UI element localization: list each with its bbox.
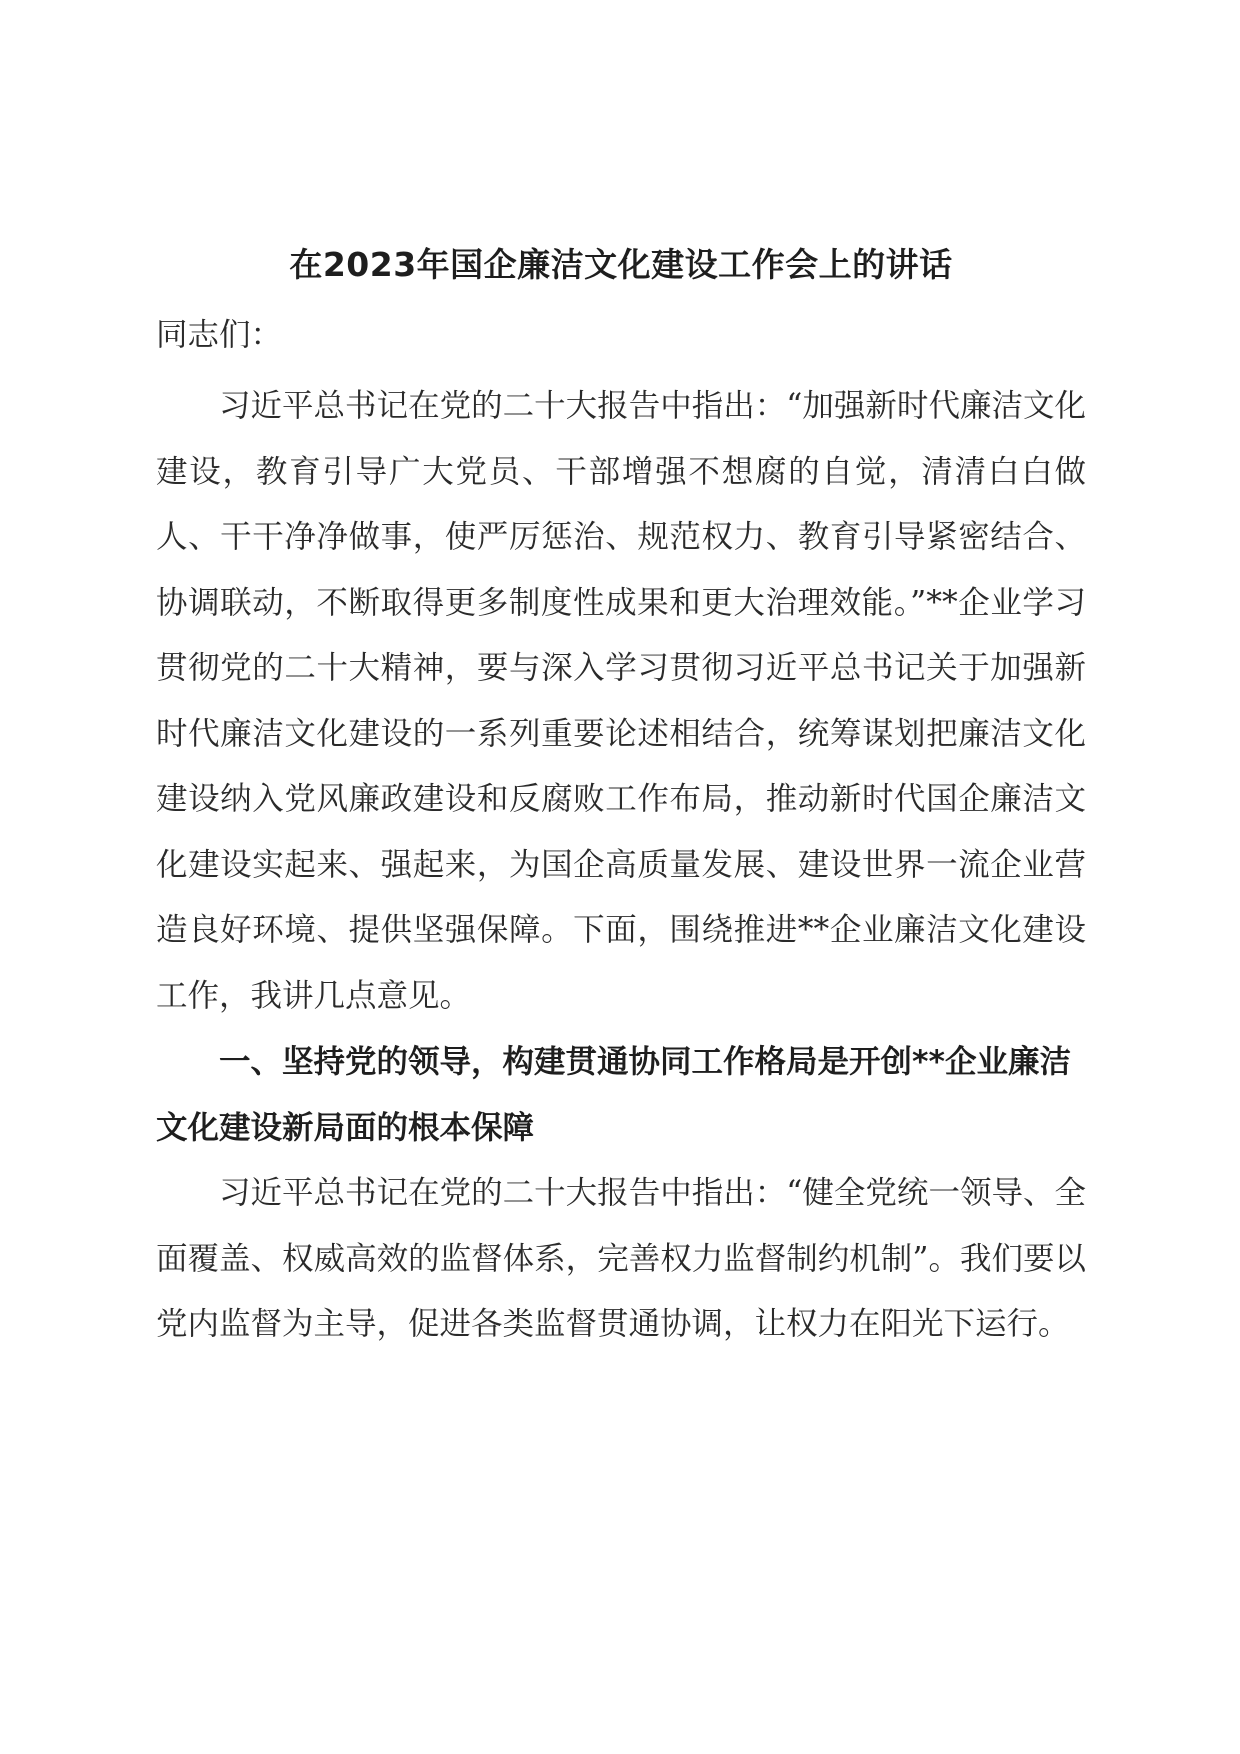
document-title: 在2023年国企廉洁文化建设工作会上的讲话: [289, 245, 953, 284]
section-1-paragraph: 习近平总书记在党的二十大报告中指出：“健全党统一领导、全面覆盖、权威高效的监督体系，完善权力监督制约机制”。我们要以党内监督为主导，促进各类监督贯通协调，让权力在阳光下运行。: [156, 1175, 1086, 1342]
intro-paragraph: 习近平总书记在党的二十大报告中指出：“加强新时代廉洁文化建设，教育引导广大党员、干部增强不想腐的自觉，清清白白做人、干干净净做事，使严厉惩治、规范权力、教育引导紧密结合、协调联动，不断取得更多制度性成果和更大治理效能。”**企业学习贯彻党的二十大精神，要与深入学习贯彻习近平总书记关于加强新时代廉洁文化建设的一系列重要论述相结合，统筹谋划把廉洁文化建设纳入党风廉政建设和反腐败工作布局，推动新时代国企廉洁文化建设实起来、强起来，为国企高质量发展、建设世界一流企业营造良好环境、提供坚强保障。下面，围绕推进**企业廉洁文化建设工作，我讲几点意见。: [156, 388, 1086, 1014]
salutation: 同志们：: [156, 317, 283, 353]
document-page: [156, 236, 1086, 1358]
section-heading-1: 一、坚持党的领导，构建贯通协同工作格局是开创**企业廉洁文化建设新局面的根本保障: [156, 1044, 1071, 1146]
